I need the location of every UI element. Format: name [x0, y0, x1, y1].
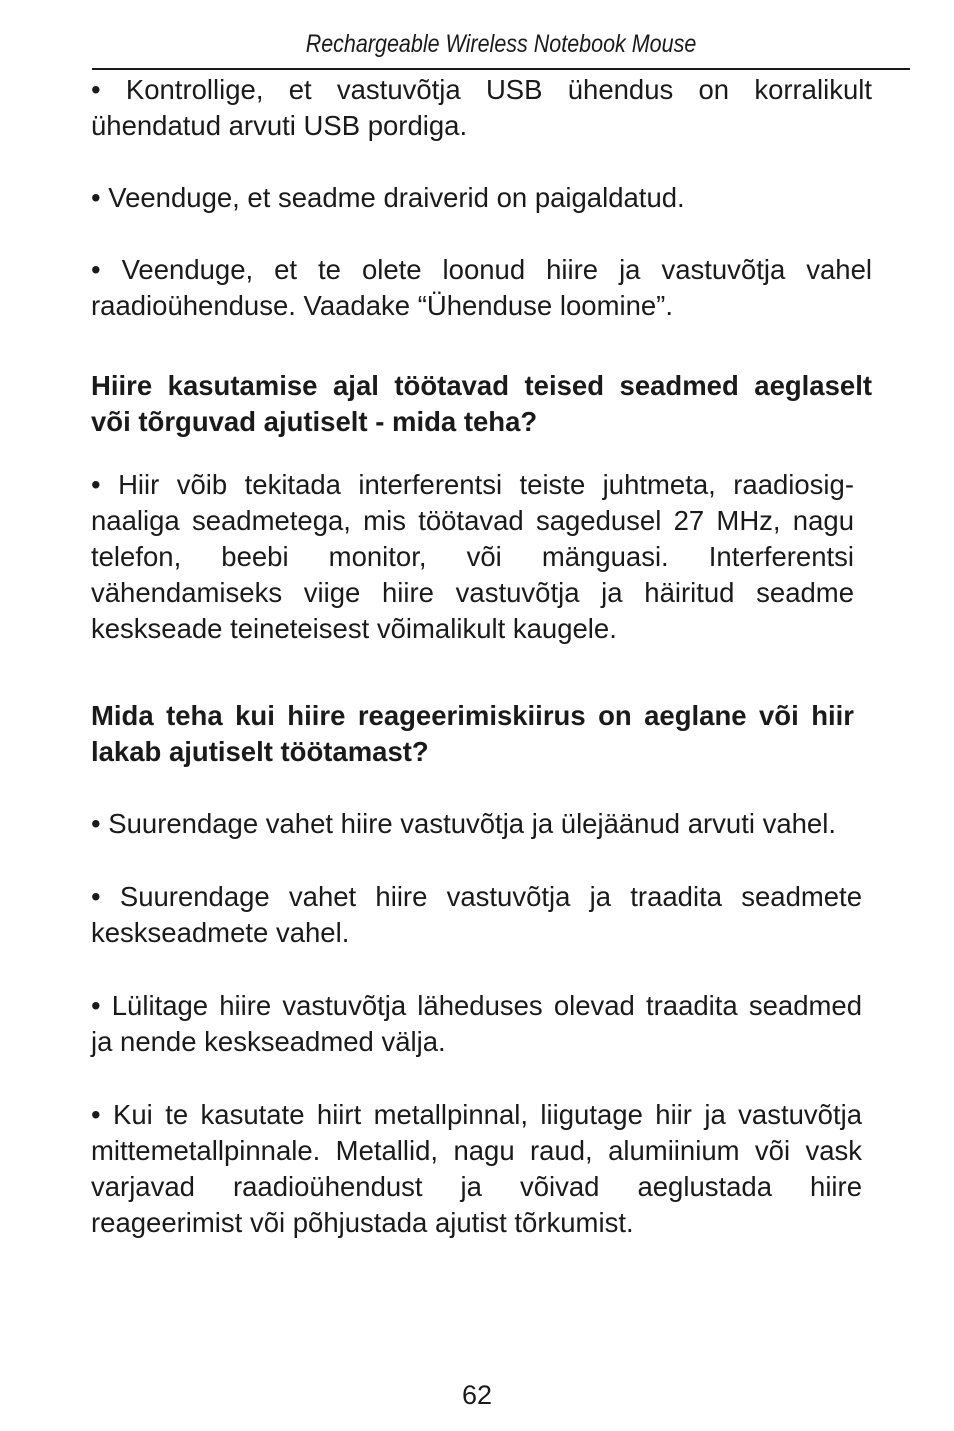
- answer-interference: • Hiir võib tekitada interferentsi teiste juhtmeta, raadiosig-naaliga seadmetega, mis töötavad sagedusel 27 MHz, nagu telefon, beebi monitor, või mänguasi. Interferentsi vähendamiseks viige hiire vastuvõtja ja häiritud seadme keskseade teineteisest võimalikult kaugele.: [91, 469, 854, 644]
- bullet-turn-off-devices: • Lülitage hiire vastuvõtja läheduses olevad traadita seadmed ja nende keskseadmed välja.: [91, 990, 862, 1057]
- page-number: 62: [461, 1380, 493, 1410]
- page-header: [92, 28, 910, 70]
- bullet-metal-surface: • Kui te kasutate hiirt metallpinnal, liigutage hiir ja vastuvõtja mittemetallpinnale. Metallid, nagu raud, alumiinium või vask varjavad raadioühendust ja võivad aeglustada hiire reageerimist või põhjustada ajutist tõrkumist.: [91, 1099, 862, 1238]
- page-content: [91, 72, 872, 1241]
- question-heading-slow-response: Mida teha kui hiire reageerimiskiirus on aeglane või hiir lakab ajutiselt töötamast?: [91, 700, 854, 767]
- bullet-radio-connection: • Veenduge, et te olete loonud hiire ja vastuvõtja vahel raadioühenduse. Vaadake “Ühenduse loomine”.: [91, 254, 872, 321]
- bullet-usb-connection: • Kontrollige, et vastuvõtja USB ühendus on korralikult ühendatud arvuti USB pordiga.: [91, 74, 872, 141]
- header-title: Rechargeable Wireless Notebook Mouse: [305, 30, 697, 58]
- bullet-distance-wireless: • Suurendage vahet hiire vastuvõtja ja traadita seadmete keskseadmete vahel.: [91, 881, 862, 948]
- question-heading-interference: Hiire kasutamise ajal töötavad teised seadmed aeglaselt või tõrguvad ajutiselt - mida teha?: [91, 370, 872, 437]
- bullet-distance-computer: • Suurendage vahet hiire vastuvõtja ja ülejäänud arvuti vahel.: [91, 808, 836, 839]
- bullet-drivers: • Veenduge, et seadme draiverid on paigaldatud.: [91, 182, 685, 213]
